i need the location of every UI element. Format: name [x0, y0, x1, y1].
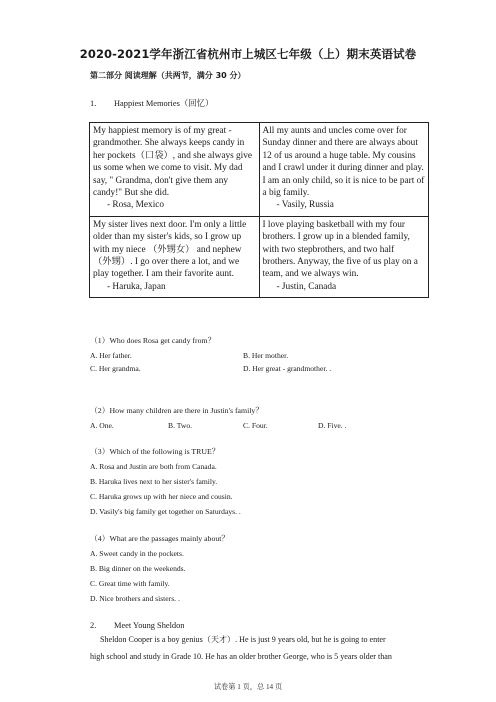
cell-text: I love playing basketball with my four brothers. I grow up in a blended family, with two stepbrothers, and two half brothers. Anyway, the five of us play on a team, and we always win.: [262, 219, 418, 280]
question-4-option-c: C. Great time with family.: [90, 579, 170, 588]
cell-signature: - Haruka, Japan: [107, 281, 166, 292]
cell-text: My sister lives next door. I'm only a little older than my sister's kids, so I grow up with my niece （外甥女） and nephew（外甥）. I go over there a lot, and we play together. I am their favorite aunt.: [93, 219, 247, 280]
question-3-option-b: B. Haruka lives next to her sister's family.: [90, 477, 218, 486]
question-1-option-d: D. Her great - grandmother. .: [243, 364, 332, 373]
question-3-option-c: C. Haruka grows up with her niece and cousin.: [90, 492, 233, 501]
cell-signature: - Vasily, Russia: [276, 200, 334, 211]
cell-text: My happiest memory is of my great - grandmother. She always keeps candy in her pockets（口袋）, and she always give us some when we come to visit. My dad say, " Grandma, don't give them any candy!" But she did.: [93, 126, 253, 199]
passage-table: [89, 122, 429, 298]
passage-cell-vasily: [259, 123, 429, 217]
passage-1-title: Happiest Memories（回忆）: [114, 99, 214, 108]
passage-2-line-2: high school and study in Grade 10. He has an older brother George, who is 5 years older than: [90, 652, 392, 661]
question-3: （3）Which of the following is TRUE？: [90, 447, 220, 456]
passage-cell-rosa: [90, 123, 260, 217]
passage-2-line-1: Sheldon Cooper is a boy genius（天才）. He is just 9 years old, but he is going to enter: [100, 635, 386, 644]
question-4-option-a: A. Sweet candy in the pockets.: [90, 549, 184, 558]
passage-2-number: 2.: [90, 621, 97, 630]
passage-2-title: Meet Young Sheldon: [114, 621, 185, 630]
passage-2-heading: [90, 621, 185, 630]
cell-text: All my aunts and uncles come over for Sunday dinner and there are always about 12 of us around a huge table. My cousins and I crawl under it during dinner and play. I am an only child, so it is nice to be part of a big family.: [262, 126, 425, 199]
question-2-option-a: A. One.: [90, 421, 114, 430]
cell-signature: - Justin, Canada: [276, 281, 337, 292]
question-3-option-a: A. Rosa and Justin are both from Canada.: [90, 462, 217, 471]
passage-1-heading: [90, 97, 213, 109]
passage-1-number: 1.: [90, 99, 97, 108]
question-1: （1）Who does Rosa get candy from？: [90, 336, 216, 345]
page-title: 2020-2021学年浙江省杭州市上城区七年级（上）期末英语试卷: [79, 47, 417, 61]
section-heading: 第二部分 阅读理解（共两节，满分 30 分）: [90, 71, 246, 80]
question-1-option-a: A. Her father.: [90, 351, 132, 360]
question-4: （4）What are the passages mainly about？: [90, 534, 230, 543]
question-2-option-d: D. Five. .: [318, 421, 347, 430]
question-3-option-d: D. Vasily's big family get together on Saturdays. .: [90, 507, 241, 516]
question-2-option-b: B. Two.: [168, 421, 193, 430]
passage-cell-justin: [259, 216, 429, 297]
question-2-option-c: C. Four.: [243, 421, 268, 430]
question-4-option-b: B. Big dinner on the weekends.: [90, 564, 186, 573]
cell-signature: - Rosa, Mexico: [107, 200, 165, 211]
page-footer: 试卷第 1 页，总 14 页: [213, 683, 283, 691]
question-1-option-c: C. Her grandma.: [90, 364, 141, 373]
question-4-option-d: D. Nice brothers and sisters. .: [90, 594, 180, 603]
question-2: （2）How many children are there in Justin's family？: [90, 406, 264, 415]
question-1-option-b: B. Her mother.: [243, 351, 289, 360]
passage-cell-haruka: [90, 216, 260, 297]
